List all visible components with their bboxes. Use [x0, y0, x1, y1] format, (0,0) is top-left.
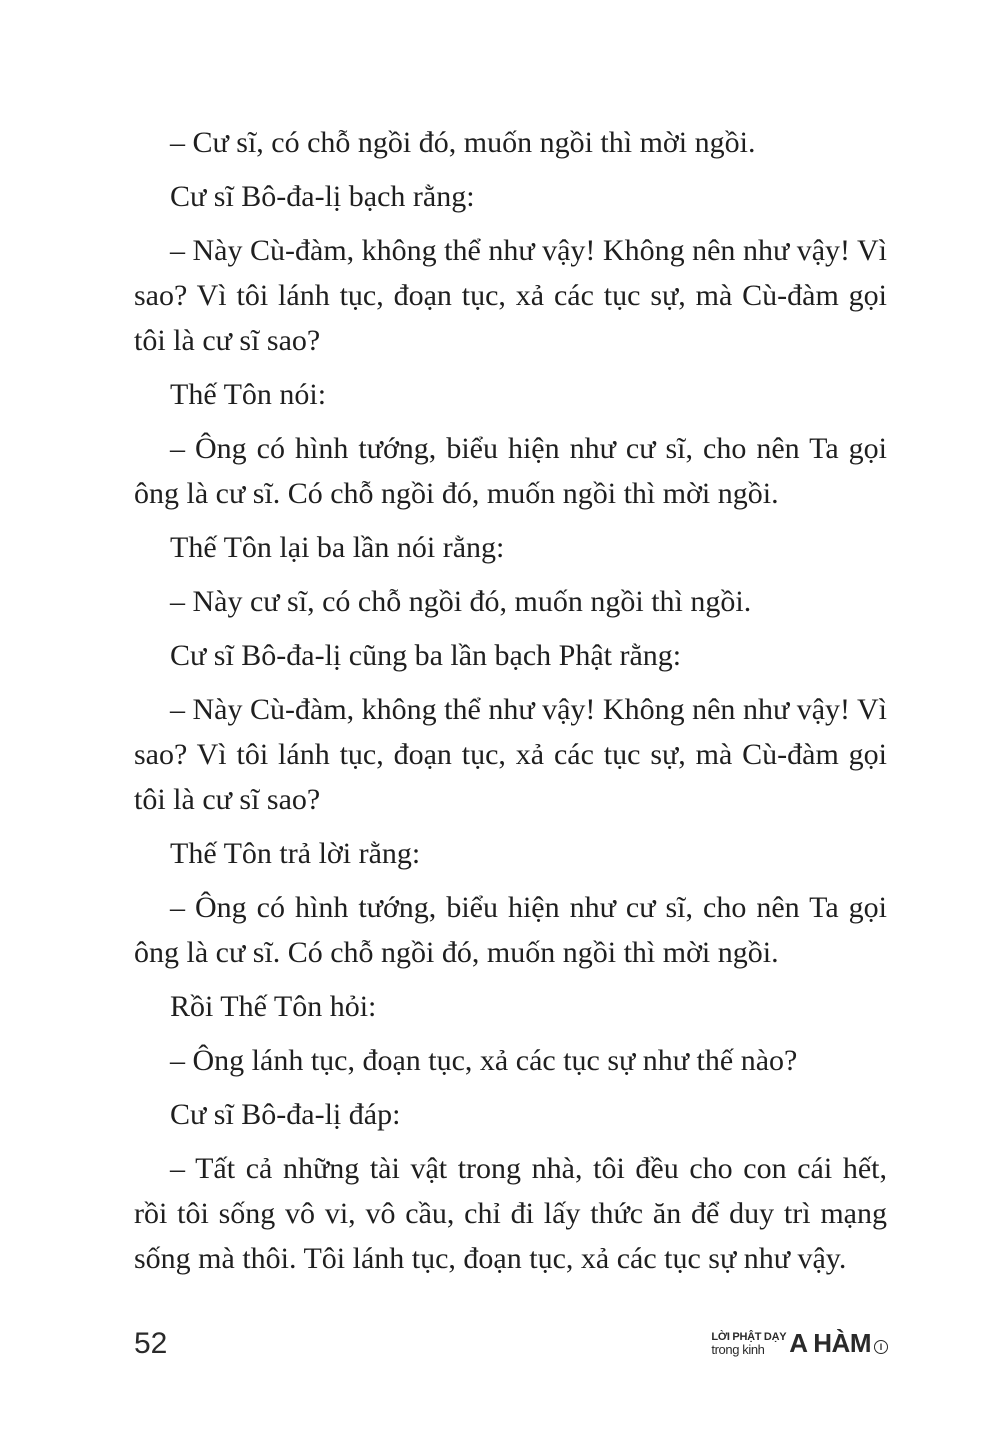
- volume-badge: I: [874, 1340, 888, 1354]
- paragraph: Cư sĩ Bô-đa-lị bạch rằng:: [170, 180, 475, 213]
- paragraph: Cư sĩ Bô-đa-lị cũng ba lần bạch Phật rằng:: [170, 639, 682, 672]
- paragraph: – Ông lánh tục, đoạn tục, xả các tục sự như thế nào?: [170, 1044, 798, 1077]
- book-series-logo: [711, 1330, 888, 1356]
- paragraph: – Này Cù-đàm, không thể như vậy! Không nên như vậy! Vì sao? Vì tôi lánh tục, đoạn tục, xả các tục sự, mà Cù-đàm gọi tôi là cư sĩ sao?: [134, 234, 887, 357]
- paragraph: Thế Tôn nói:: [170, 378, 327, 411]
- paragraph: Thế Tôn lại ba lần nói rằng:: [170, 531, 505, 564]
- paragraph: Rồi Thế Tôn hỏi:: [170, 990, 377, 1023]
- paragraph: – Cư sĩ, có chỗ ngồi đó, muốn ngồi thì mời ngồi.: [170, 126, 756, 159]
- paragraph: – Này Cù-đàm, không thể như vậy! Không nên như vậy! Vì sao? Vì tôi lánh tục, đoạn tục, xả các tục sự, mà Cù-đàm gọi tôi là cư sĩ sao?: [134, 693, 887, 816]
- paragraph: – Ông có hình tướng, biểu hiện như cư sĩ, cho nên Ta gọi ông là cư sĩ. Có chỗ ngồi đó, muốn ngồi thì mời ngồi.: [134, 432, 887, 510]
- logo-title: A HÀM: [789, 1328, 871, 1358]
- paragraph: – Tất cả những tài vật trong nhà, tôi đều cho con cái hết, rồi tôi sống vô vi, vô cầu, chỉ đi lấy thức ăn để duy trì mạng sống mà thôi. Tôi lánh tục, đoạn tục, xả các tục sự như vậy.: [134, 1152, 887, 1275]
- logo-line-1: LỜI PHẬT DẠY: [711, 1331, 787, 1343]
- paragraph: – Ông có hình tướng, biểu hiện như cư sĩ, cho nên Ta gọi ông là cư sĩ. Có chỗ ngồi đó, muốn ngồi thì mời ngồi.: [134, 891, 887, 969]
- page-body: [134, 120, 887, 1290]
- paragraph: – Này cư sĩ, có chỗ ngồi đó, muốn ngồi thì ngồi.: [170, 585, 752, 618]
- paragraph: Cư sĩ Bô-đa-lị đáp:: [170, 1098, 401, 1131]
- logo-line-2: trong kinh: [711, 1342, 765, 1357]
- logo-subtitle: [711, 1332, 786, 1356]
- page-number: 52: [134, 1327, 168, 1360]
- paragraph: Thế Tôn trả lời rằng:: [170, 837, 421, 870]
